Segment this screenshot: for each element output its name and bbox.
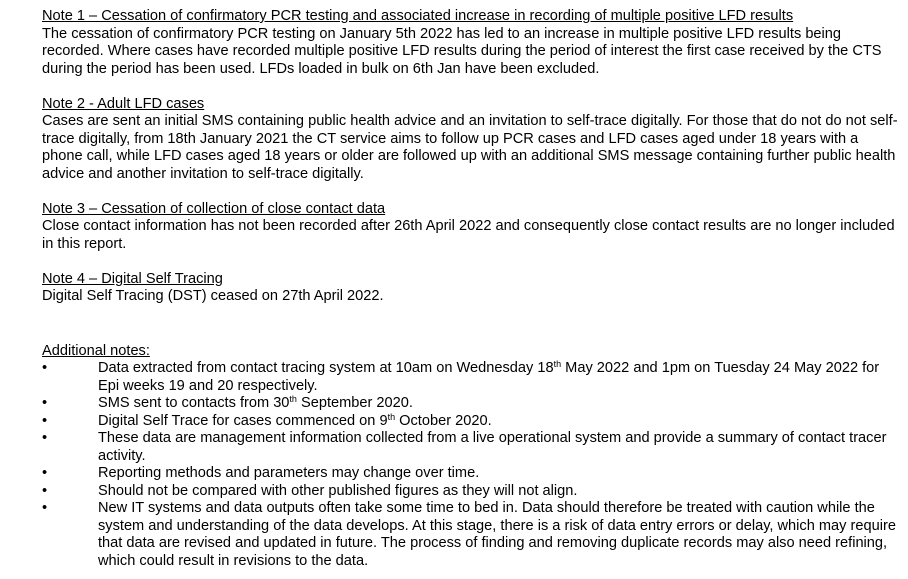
list-item <box>42 413 902 431</box>
additional-notes-list <box>42 360 902 570</box>
note-2-body: Cases are sent an initial SMS containing public health advice and an invitation to self-trace digitally. For those that do not do not self-trace digitally, from 18th January 2021 the CT service aims to follow up PCR cases and LFD cases aged under 18 years with a phone call, while LFD cases aged 18 years or older are followed up with an additional SMS message containing further public health advice and another invitation to self-trace digitally. <box>42 113 898 182</box>
additional-notes-title: Additional notes: <box>42 342 150 359</box>
note-4 <box>42 271 902 306</box>
note-3-title: Note 3 – Cessation of collection of close contact data <box>42 200 386 217</box>
bullet-icon: • <box>42 500 48 516</box>
list-item-text: Data extracted from contact tracing system at 10am on Wednesday 18 <box>98 360 554 376</box>
bullet-icon: • <box>42 412 48 429</box>
list-item <box>42 395 902 413</box>
spacer <box>42 253 902 271</box>
note-1 <box>42 8 902 78</box>
list-item <box>42 500 902 570</box>
list-item-text: September 2020. <box>296 395 413 411</box>
note-2-title: Note 2 - Adult LFD cases <box>42 95 205 112</box>
additional-notes <box>42 343 902 571</box>
ordinal-suffix: th <box>387 411 396 422</box>
list-item-text: Should not be compared with other published figures as they will not align. <box>98 482 578 499</box>
list-item <box>42 430 902 465</box>
list-item-text: May 2022 and 1pm on Tuesday 24 May 2022 for Epi weeks 19 and 20 respectively. <box>98 360 880 394</box>
ordinal-suffix: th <box>553 359 562 369</box>
note-4-title: Note 4 – Digital Self Tracing <box>42 270 223 287</box>
note-1-body: The cessation of confirmatory PCR testing on January 5th 2022 has led to an increase in multiple positive LFD results being recorded. Where cases have recorded multiple positive LFD results during the period of interest the first case received by the CTS during the period has been used. LFDs loaded in bulk on 6th Jan have been excluded. <box>42 25 882 77</box>
note-3-body: Close contact information has not been recorded after 26th April 2022 and consequently close contact results are no longer included in this report. <box>42 218 895 252</box>
spacer <box>42 306 902 343</box>
list-item-text: These data are management information collected from a live operational system and provide a summary of contact tracer activity. <box>98 430 887 464</box>
bullet-icon: • <box>42 430 48 446</box>
bullet-icon: • <box>42 465 48 481</box>
note-4-body: Digital Self Tracing (DST) ceased on 27th April 2022. <box>42 288 384 304</box>
list-item-text: October 2020. <box>395 412 492 429</box>
list-item <box>42 483 902 501</box>
list-item-text: New IT systems and data outputs often take some time to bed in. Data should therefore be treated with caution while the system and understanding of the data develops. At this stage, there is a risk of data entry errors or delay, which may require that data are revised and updated in future. The process of finding and removing duplicate records may also need refining, which could result in revisions to the data. <box>98 500 896 569</box>
spacer <box>42 183 902 201</box>
list-item-text: Reporting methods and parameters may change over time. <box>98 465 480 481</box>
bullet-icon: • <box>42 482 48 499</box>
list-item <box>42 465 902 483</box>
ordinal-suffix: th <box>289 394 297 404</box>
note-2 <box>42 96 902 184</box>
list-item <box>42 360 902 395</box>
list-item-text: SMS sent to contacts from 30 <box>98 395 290 411</box>
bullet-icon: • <box>42 360 48 376</box>
bullet-icon: • <box>42 395 48 411</box>
list-item-text: Digital Self Trace for cases commenced on 9 <box>98 412 388 429</box>
document-page <box>42 8 902 570</box>
note-1-title: Note 1 – Cessation of confirmatory PCR testing and associated increase in recording of multiple positive LFD results <box>42 8 794 24</box>
spacer <box>42 78 902 96</box>
note-3 <box>42 201 902 254</box>
